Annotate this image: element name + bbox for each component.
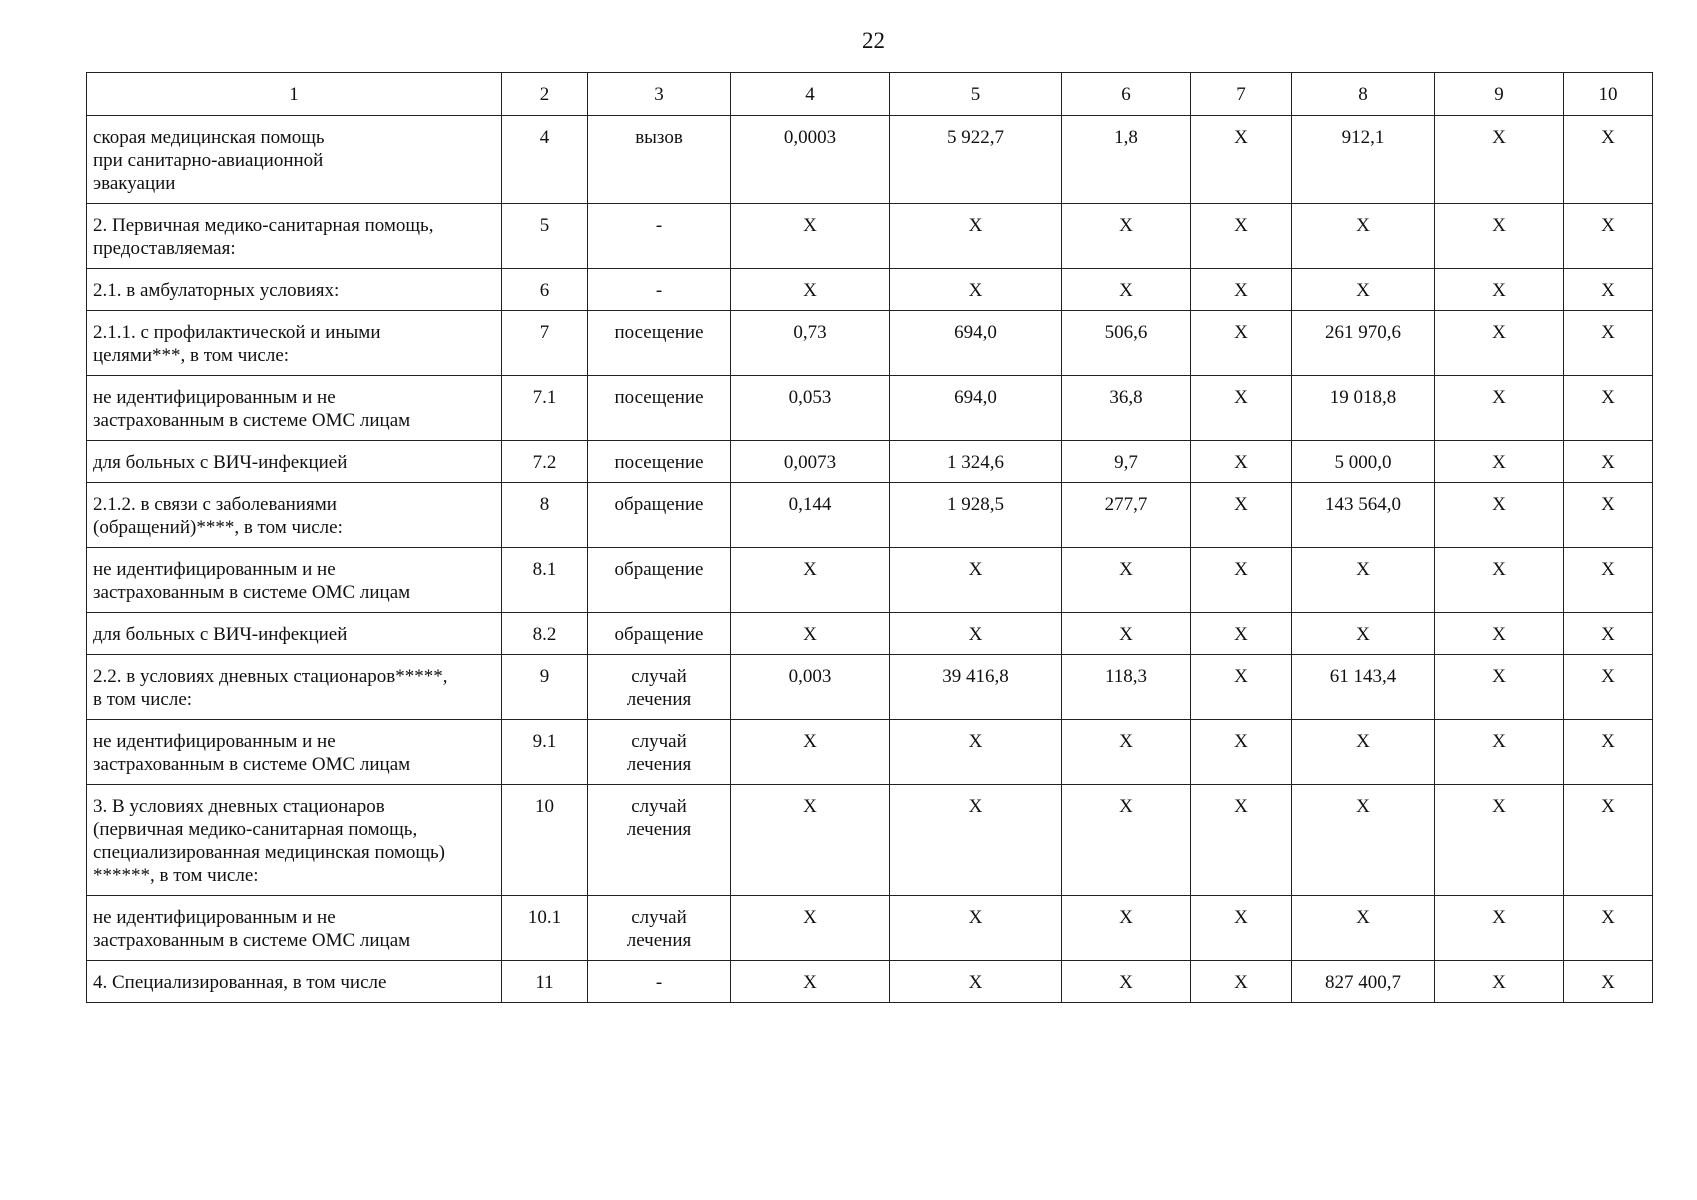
table-cell: Х: [1435, 548, 1564, 613]
table-cell: 277,7: [1062, 483, 1191, 548]
table-cell: вызов: [588, 116, 731, 204]
table-cell: 61 143,4: [1292, 655, 1435, 720]
table-cell: Х: [1191, 961, 1292, 1003]
table-cell: Х: [1191, 896, 1292, 961]
table-cell: 2.1.2. в связи с заболеваниями (обращений)****, в том числе:: [87, 483, 502, 548]
table-cell: 3. В условиях дневных стационаров (первичная медико-санитарная помощь, специализированная медицинская помощь) ******, в том числе:: [87, 785, 502, 896]
table-row: [87, 116, 1653, 204]
table-cell: 2.1.1. с профилактической и иными целями***, в том числе:: [87, 311, 502, 376]
table-cell: Х: [731, 720, 890, 785]
table-cell: Х: [890, 548, 1062, 613]
table-cell: случай лечения: [588, 785, 731, 896]
table-cell: -: [588, 961, 731, 1003]
table-row: [87, 785, 1653, 896]
table-cell: Х: [731, 269, 890, 311]
table-cell: посещение: [588, 376, 731, 441]
table-cell: Х: [1292, 720, 1435, 785]
table-cell: Х: [1435, 896, 1564, 961]
table-cell: 0,73: [731, 311, 890, 376]
table-cell: Х: [1062, 548, 1191, 613]
table-cell: Х: [1292, 548, 1435, 613]
table-row: [87, 376, 1653, 441]
table-cell: 7.2: [502, 441, 588, 483]
table-cell: обращение: [588, 483, 731, 548]
table-cell: -: [588, 269, 731, 311]
table-cell: Х: [1062, 613, 1191, 655]
table-cell: 2.1. в амбулаторных условиях:: [87, 269, 502, 311]
table-cell: Х: [1191, 785, 1292, 896]
table-cell: Х: [1435, 311, 1564, 376]
table-cell: 9: [502, 655, 588, 720]
table-cell: для больных с ВИЧ-инфекцией: [87, 441, 502, 483]
table-cell: Х: [1435, 376, 1564, 441]
column-number-cell: 7: [1191, 73, 1292, 116]
header-row: [87, 73, 1653, 116]
table-cell: Х: [1435, 655, 1564, 720]
table-cell: Х: [731, 785, 890, 896]
table-cell: 827 400,7: [1292, 961, 1435, 1003]
table-cell: 506,6: [1062, 311, 1191, 376]
table-row: [87, 896, 1653, 961]
table-cell: Х: [731, 548, 890, 613]
table-cell: 4: [502, 116, 588, 204]
table-cell: 4. Специализированная, в том числе: [87, 961, 502, 1003]
table-cell: Х: [731, 613, 890, 655]
table-cell: не идентифицированным и не застрахованным в системе ОМС лицам: [87, 548, 502, 613]
table-row: [87, 548, 1653, 613]
table-cell: Х: [1564, 483, 1653, 548]
table-cell: 39 416,8: [890, 655, 1062, 720]
table-cell: Х: [1191, 116, 1292, 204]
table-cell: Х: [1435, 204, 1564, 269]
table-cell: 7.1: [502, 376, 588, 441]
table-cell: Х: [890, 204, 1062, 269]
table-cell: 36,8: [1062, 376, 1191, 441]
table-cell: 10: [502, 785, 588, 896]
table-cell: 912,1: [1292, 116, 1435, 204]
table-cell: 261 970,6: [1292, 311, 1435, 376]
table-cell: 9.1: [502, 720, 588, 785]
table-cell: Х: [1191, 311, 1292, 376]
table-cell: не идентифицированным и не застрахованным в системе ОМС лицам: [87, 896, 502, 961]
table-cell: Х: [1435, 785, 1564, 896]
table-row: [87, 269, 1653, 311]
table-cell: Х: [1564, 548, 1653, 613]
table-cell: обращение: [588, 613, 731, 655]
table-cell: 0,0073: [731, 441, 890, 483]
table-cell: 7: [502, 311, 588, 376]
table-cell: Х: [731, 896, 890, 961]
table-cell: 5 922,7: [890, 116, 1062, 204]
table-row: [87, 655, 1653, 720]
table-cell: Х: [1564, 655, 1653, 720]
table-cell: Х: [731, 204, 890, 269]
table-cell: Х: [1191, 269, 1292, 311]
table-cell: Х: [890, 896, 1062, 961]
table-cell: Х: [890, 720, 1062, 785]
table-cell: Х: [1435, 116, 1564, 204]
table-row: [87, 961, 1653, 1003]
table-cell: Х: [1292, 269, 1435, 311]
table-cell: Х: [1564, 204, 1653, 269]
table-cell: Х: [1435, 483, 1564, 548]
table-row: [87, 613, 1653, 655]
table-cell: 6: [502, 269, 588, 311]
table-cell: 0,003: [731, 655, 890, 720]
page-number: 22: [862, 28, 885, 53]
table-cell: Х: [731, 961, 890, 1003]
column-number-cell: 2: [502, 73, 588, 116]
data-table: [86, 72, 1653, 1003]
table-cell: Х: [1292, 204, 1435, 269]
table-cell: Х: [1564, 269, 1653, 311]
table-cell: 5: [502, 204, 588, 269]
table-cell: 8.1: [502, 548, 588, 613]
table-cell: случай лечения: [588, 896, 731, 961]
table-cell: Х: [1062, 785, 1191, 896]
column-number-cell: 8: [1292, 73, 1435, 116]
table-cell: Х: [1564, 785, 1653, 896]
column-number-cell: 9: [1435, 73, 1564, 116]
table-cell: Х: [1435, 441, 1564, 483]
table-row: [87, 311, 1653, 376]
table-row: [87, 441, 1653, 483]
table-cell: Х: [1292, 613, 1435, 655]
table-cell: для больных с ВИЧ-инфекцией: [87, 613, 502, 655]
table-cell: Х: [1062, 961, 1191, 1003]
table-row: [87, 204, 1653, 269]
table-cell: 8.2: [502, 613, 588, 655]
table-cell: Х: [890, 785, 1062, 896]
table-cell: Х: [1191, 655, 1292, 720]
table-cell: Х: [1062, 204, 1191, 269]
table-row: [87, 720, 1653, 785]
table-cell: 2.2. в условиях дневных стационаров*****, в том числе:: [87, 655, 502, 720]
table-cell: Х: [1564, 613, 1653, 655]
column-number-cell: 4: [731, 73, 890, 116]
table-cell: 1 324,6: [890, 441, 1062, 483]
table-cell: Х: [1191, 441, 1292, 483]
table-row: [87, 483, 1653, 548]
table-cell: Х: [1292, 896, 1435, 961]
table-cell: 0,0003: [731, 116, 890, 204]
table-cell: 143 564,0: [1292, 483, 1435, 548]
table-cell: Х: [1435, 720, 1564, 785]
table-cell: случай лечения: [588, 655, 731, 720]
table-cell: Х: [1191, 548, 1292, 613]
column-number-cell: 1: [87, 73, 502, 116]
table-cell: 5 000,0: [1292, 441, 1435, 483]
table-cell: Х: [1292, 785, 1435, 896]
table-cell: случай лечения: [588, 720, 731, 785]
table-cell: Х: [1062, 720, 1191, 785]
table-cell: не идентифицированным и не застрахованным в системе ОМС лицам: [87, 720, 502, 785]
table-cell: 9,7: [1062, 441, 1191, 483]
table-cell: 1 928,5: [890, 483, 1062, 548]
table-cell: Х: [890, 269, 1062, 311]
table-cell: Х: [1564, 311, 1653, 376]
table-cell: Х: [1191, 376, 1292, 441]
table-cell: 118,3: [1062, 655, 1191, 720]
table-cell: Х: [1564, 896, 1653, 961]
table-cell: посещение: [588, 311, 731, 376]
column-number-cell: 5: [890, 73, 1062, 116]
table-cell: Х: [1191, 204, 1292, 269]
column-number-cell: 6: [1062, 73, 1191, 116]
table-cell: 11: [502, 961, 588, 1003]
table-cell: Х: [1062, 269, 1191, 311]
table-cell: Х: [1564, 961, 1653, 1003]
table-cell: 2. Первичная медико-санитарная помощь, предоставляемая:: [87, 204, 502, 269]
table-cell: Х: [1564, 441, 1653, 483]
table-cell: не идентифицированным и не застрахованным в системе ОМС лицам: [87, 376, 502, 441]
table-cell: 8: [502, 483, 588, 548]
column-number-cell: 10: [1564, 73, 1653, 116]
table-cell: 0,053: [731, 376, 890, 441]
table-cell: Х: [1062, 896, 1191, 961]
table-cell: Х: [1564, 376, 1653, 441]
table-cell: Х: [1191, 613, 1292, 655]
table-cell: 1,8: [1062, 116, 1191, 204]
table-cell: Х: [1191, 720, 1292, 785]
table-cell: -: [588, 204, 731, 269]
table-cell: Х: [1191, 483, 1292, 548]
table-cell: 10.1: [502, 896, 588, 961]
table-cell: Х: [890, 613, 1062, 655]
table-cell: Х: [1564, 720, 1653, 785]
column-number-cell: 3: [588, 73, 731, 116]
table-cell: 694,0: [890, 311, 1062, 376]
table-cell: Х: [1435, 613, 1564, 655]
table-cell: 694,0: [890, 376, 1062, 441]
table-cell: 0,144: [731, 483, 890, 548]
table-cell: Х: [890, 961, 1062, 1003]
table-cell: Х: [1564, 116, 1653, 204]
table-cell: обращение: [588, 548, 731, 613]
table-cell: Х: [1435, 269, 1564, 311]
table-cell: посещение: [588, 441, 731, 483]
table-cell: 19 018,8: [1292, 376, 1435, 441]
table-cell: скорая медицинская помощь при санитарно-авиационной эвакуации: [87, 116, 502, 204]
table-cell: Х: [1435, 961, 1564, 1003]
